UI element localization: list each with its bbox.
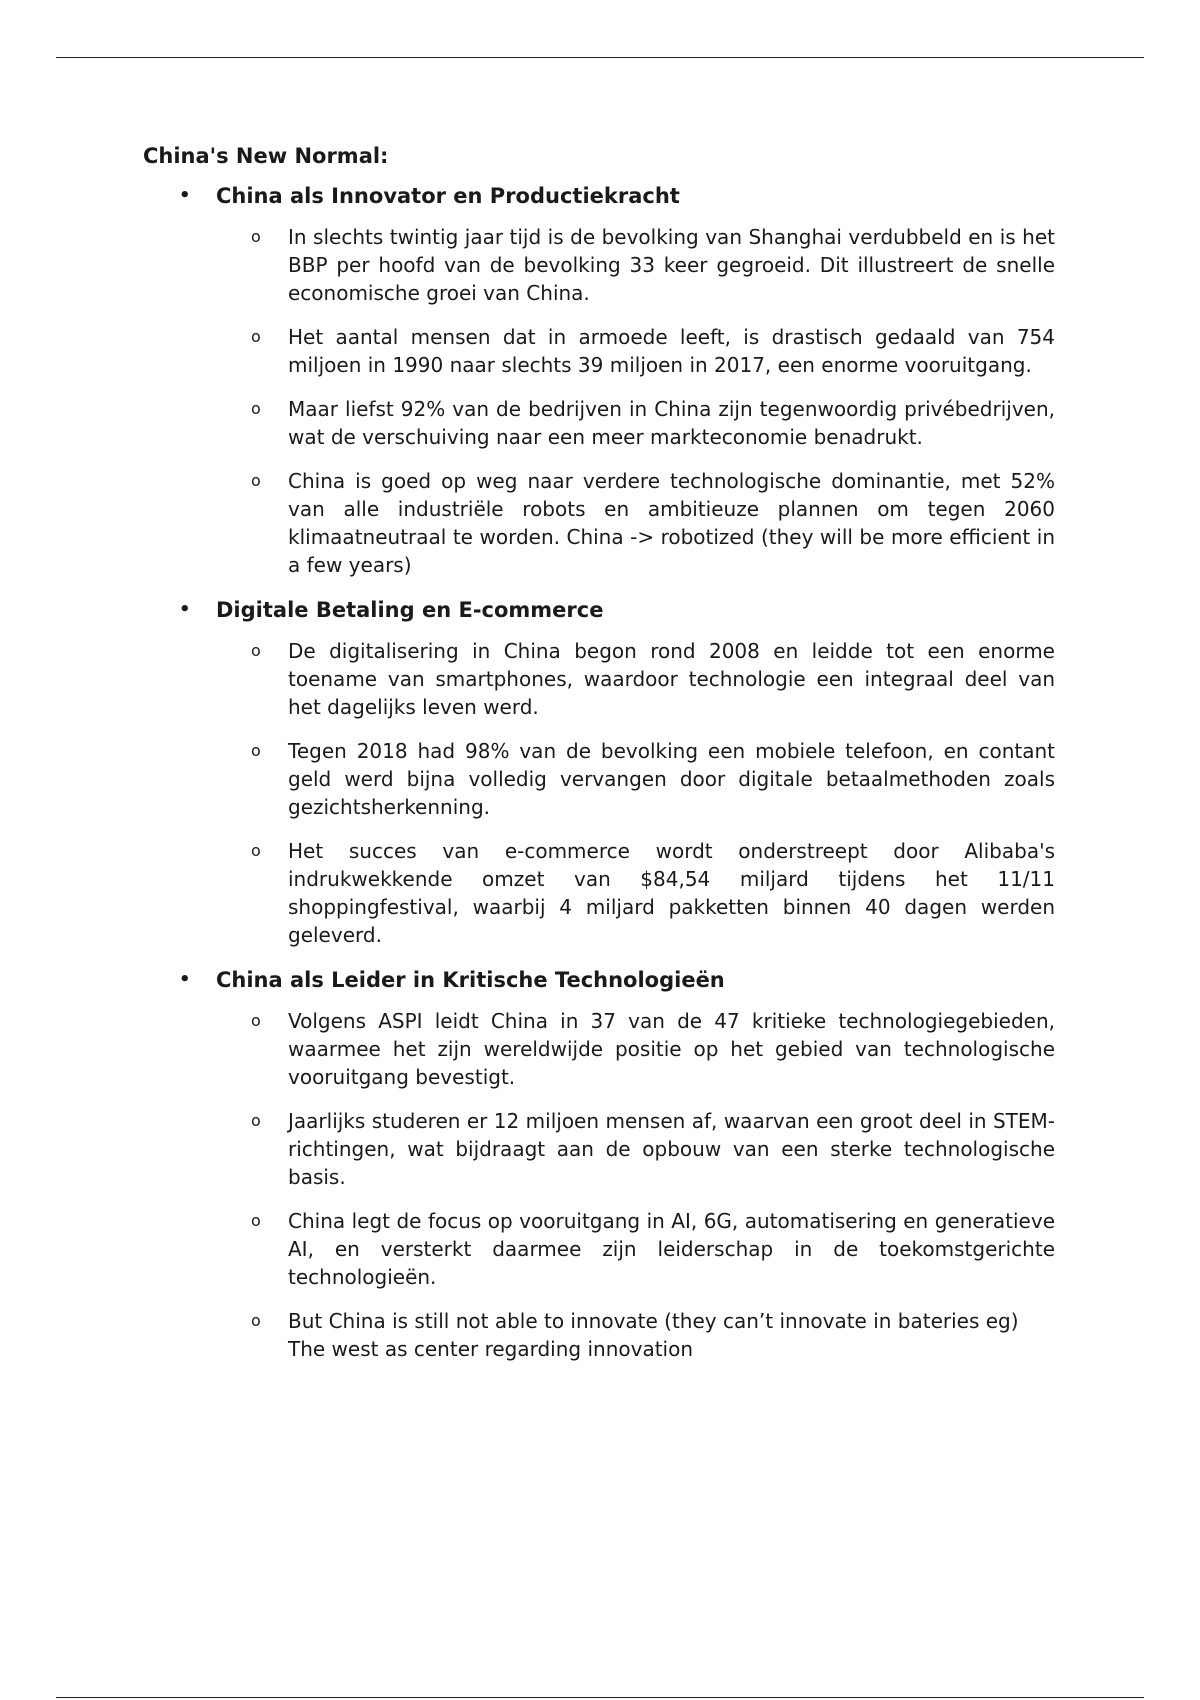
section-heading-text: China als Leider in Kritische Technologieën	[216, 968, 725, 992]
list-item	[143, 837, 1055, 949]
header-rule	[56, 57, 1144, 58]
list-item	[143, 323, 1055, 379]
sub-bullet-icon: o	[251, 399, 261, 418]
sub-bullet-icon: o	[251, 471, 261, 490]
list-item	[143, 223, 1055, 307]
sub-bullet-icon: o	[251, 1111, 261, 1130]
sub-bullet-icon: o	[251, 227, 261, 246]
list-item-text: Volgens ASPI leidt China in 37 van de 47 kritieke technologiegebieden, waarmee het zijn wereldwijde positie op het gebied van technologische vooruitgang bevestigt.	[288, 1009, 1055, 1089]
footer-rule	[56, 1697, 1144, 1698]
list-item	[143, 395, 1055, 451]
document-title: China's New Normal:	[143, 144, 389, 168]
list-item	[143, 637, 1055, 721]
sub-bullet-icon: o	[251, 1311, 261, 1330]
list-item-text: Jaarlijks studeren er 12 miljoen mensen af, waarvan een groot deel in STEM-richtingen, wat bijdraagt aan de opbouw van een sterke technologische basis.	[288, 1109, 1055, 1189]
section-heading	[143, 595, 1055, 625]
section-heading	[143, 965, 1055, 995]
section-heading	[143, 181, 1055, 211]
list-item	[143, 1207, 1055, 1291]
list-item-text: Tegen 2018 had 98% van de bevolking een mobiele telefoon, en contant geld werd bijna volledig vervangen door digitale betaalmethoden zoals gezichtsherkenning.	[288, 739, 1055, 819]
section-critical-tech	[143, 965, 1055, 1363]
sub-bullet-icon: o	[251, 641, 261, 660]
section-heading-text: China als Innovator en Productiekracht	[216, 184, 680, 208]
list-item-text: Maar liefst 92% van de bedrijven in China zijn tegenwoordig privébedrijven, wat de verschuiving naar een meer markteconomie benadrukt.	[288, 397, 1055, 449]
bullet-icon: •	[179, 969, 191, 990]
list-item	[143, 467, 1055, 579]
sub-list	[143, 223, 1055, 579]
section-digital-payment	[143, 595, 1055, 949]
sub-bullet-icon: o	[251, 741, 261, 760]
list-item-text: De digitalisering in China begon rond 2008 en leidde tot een enorme toename van smartphones, waardoor technologie een integraal deel van het dagelijks leven werd.	[288, 639, 1055, 719]
section-innovator	[143, 181, 1055, 579]
list-item	[143, 1007, 1055, 1091]
bullet-icon: •	[179, 599, 191, 620]
list-item-text: China legt de focus op vooruitgang in AI, 6G, automatisering en generatieve AI, en versterkt daarmee zijn leiderschap in de toekomstgerichte technologieën.	[288, 1209, 1055, 1289]
sub-bullet-icon: o	[251, 1011, 261, 1030]
list-item-text: But China is still not able to innovate (they can’t innovate in bateries eg)	[288, 1309, 1019, 1333]
list-item	[143, 737, 1055, 821]
list-item-text: In slechts twintig jaar tijd is de bevolking van Shanghai verdubbeld en is het BBP per hoofd van de bevolking 33 keer gegroeid. Dit illustreert de snelle economische groei van China.	[288, 225, 1055, 305]
bullet-icon: •	[179, 185, 191, 206]
list-item-text: Het succes van e-commerce wordt onderstreept door Alibaba's indrukwekkende omzet van $84,54 miljard tijdens het 11/11 shoppingfestival, waarbij 4 miljard pakketten binnen 40 dagen werden geleverd.	[288, 839, 1055, 947]
document-body	[143, 141, 1055, 1379]
sub-bullet-icon: o	[251, 327, 261, 346]
list-item	[143, 1107, 1055, 1191]
sub-list	[143, 1007, 1055, 1363]
list-item-note: The west as center regarding innovation	[288, 1337, 694, 1361]
sub-bullet-icon: o	[251, 1211, 261, 1230]
sub-list	[143, 637, 1055, 949]
sub-bullet-icon: o	[251, 841, 261, 860]
list-item	[143, 1307, 1055, 1363]
section-heading-text: Digitale Betaling en E-commerce	[216, 598, 604, 622]
list-item-text: Het aantal mensen dat in armoede leeft, is drastisch gedaald van 754 miljoen in 1990 naar slechts 39 miljoen in 2017, een enorme vooruitgang.	[288, 325, 1055, 377]
list-item-text: China is goed op weg naar verdere technologische dominantie, met 52% van alle industriële robots en ambitieuze plannen om tegen 2060 klimaatneutraal te worden. China -> robotized (they will be more efficient in a few years)	[288, 469, 1055, 577]
